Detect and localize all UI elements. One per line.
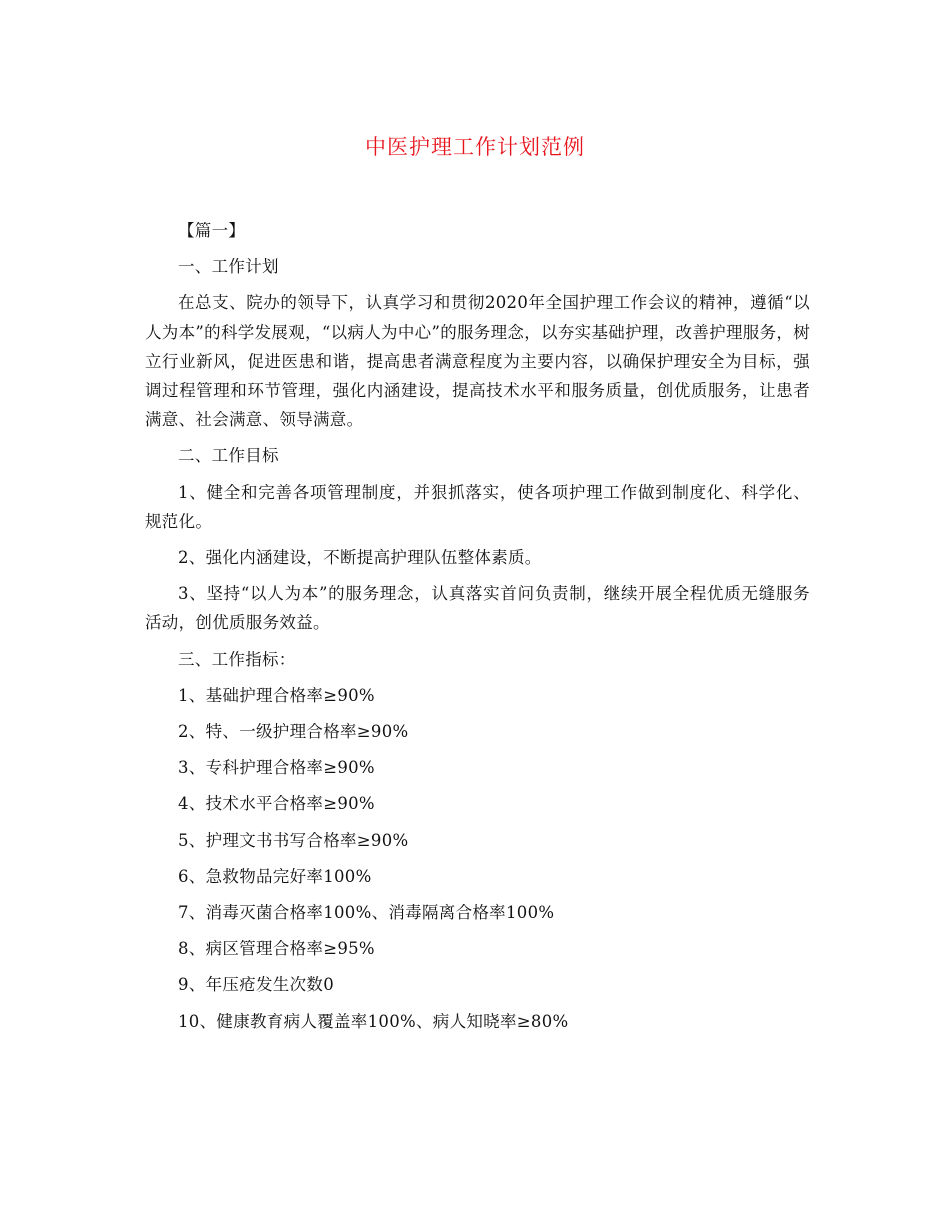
indicator-item: 3、专科护理合格率≥90% (178, 758, 375, 778)
goal-item: 2、强化内涵建设，不断提高护理队伍整体素质。 (178, 548, 542, 568)
section-heading-part-one: 【篇一】 (178, 221, 246, 240)
document-title: 中医护理工作计划范例 (365, 135, 585, 159)
indicator-item: 6、急救物品完好率100% (178, 866, 372, 886)
indicator-item: 10、健康教育病人覆盖率100%、病人知晓率≥80% (178, 1011, 569, 1031)
indicator-item: 7、消毒灭菌合格率100%、消毒隔离合格率100% (178, 903, 555, 923)
indicator-item: 4、技术水平合格率≥90% (178, 794, 375, 814)
document-body (145, 216, 810, 1043)
indicator-item: 2、特、一级护理合格率≥90% (178, 722, 409, 742)
indicator-item: 8、病区管理合格率≥95% (178, 939, 375, 959)
indicator-item: 1、基础护理合格率≥90% (178, 685, 375, 705)
indicator-item: 5、护理文书书写合格率≥90% (178, 830, 409, 850)
section-heading-work-indicators: 三、工作指标： (178, 649, 296, 669)
goal-item: 1、健全和完善各项管理制度，并狠抓落实，使各项护理工作做到制度化、科学化、规范化。 (145, 482, 810, 531)
goal-item: 3、坚持“以人为本”的服务理念，认真落实首问负责制，继续开展全程优质无缝服务活动，创优质服务效益。 (145, 584, 810, 633)
paragraph-work-plan: 在总支、院办的领导下，认真学习和贯彻2020年全国护理工作会议的精神，遵循“以人为本”的科学发展观，“以病人为中心”的服务理念，以夯实基础护理，改善护理服务，树立行业新风，促进医患和谐，提高患者满意程度为主要内容，以确保护理安全为目标，强调过程管理和环节管理，强化内涵建设，提高技术水平和服务质量，创优质服务，让患者满意、社会满意、领导满意。 (145, 293, 810, 430)
indicator-item: 9、年压疮发生次数0 (178, 975, 334, 995)
section-heading-work-goals: 二、工作目标 (178, 446, 279, 466)
section-heading-work-plan: 一、工作计划 (178, 257, 279, 277)
